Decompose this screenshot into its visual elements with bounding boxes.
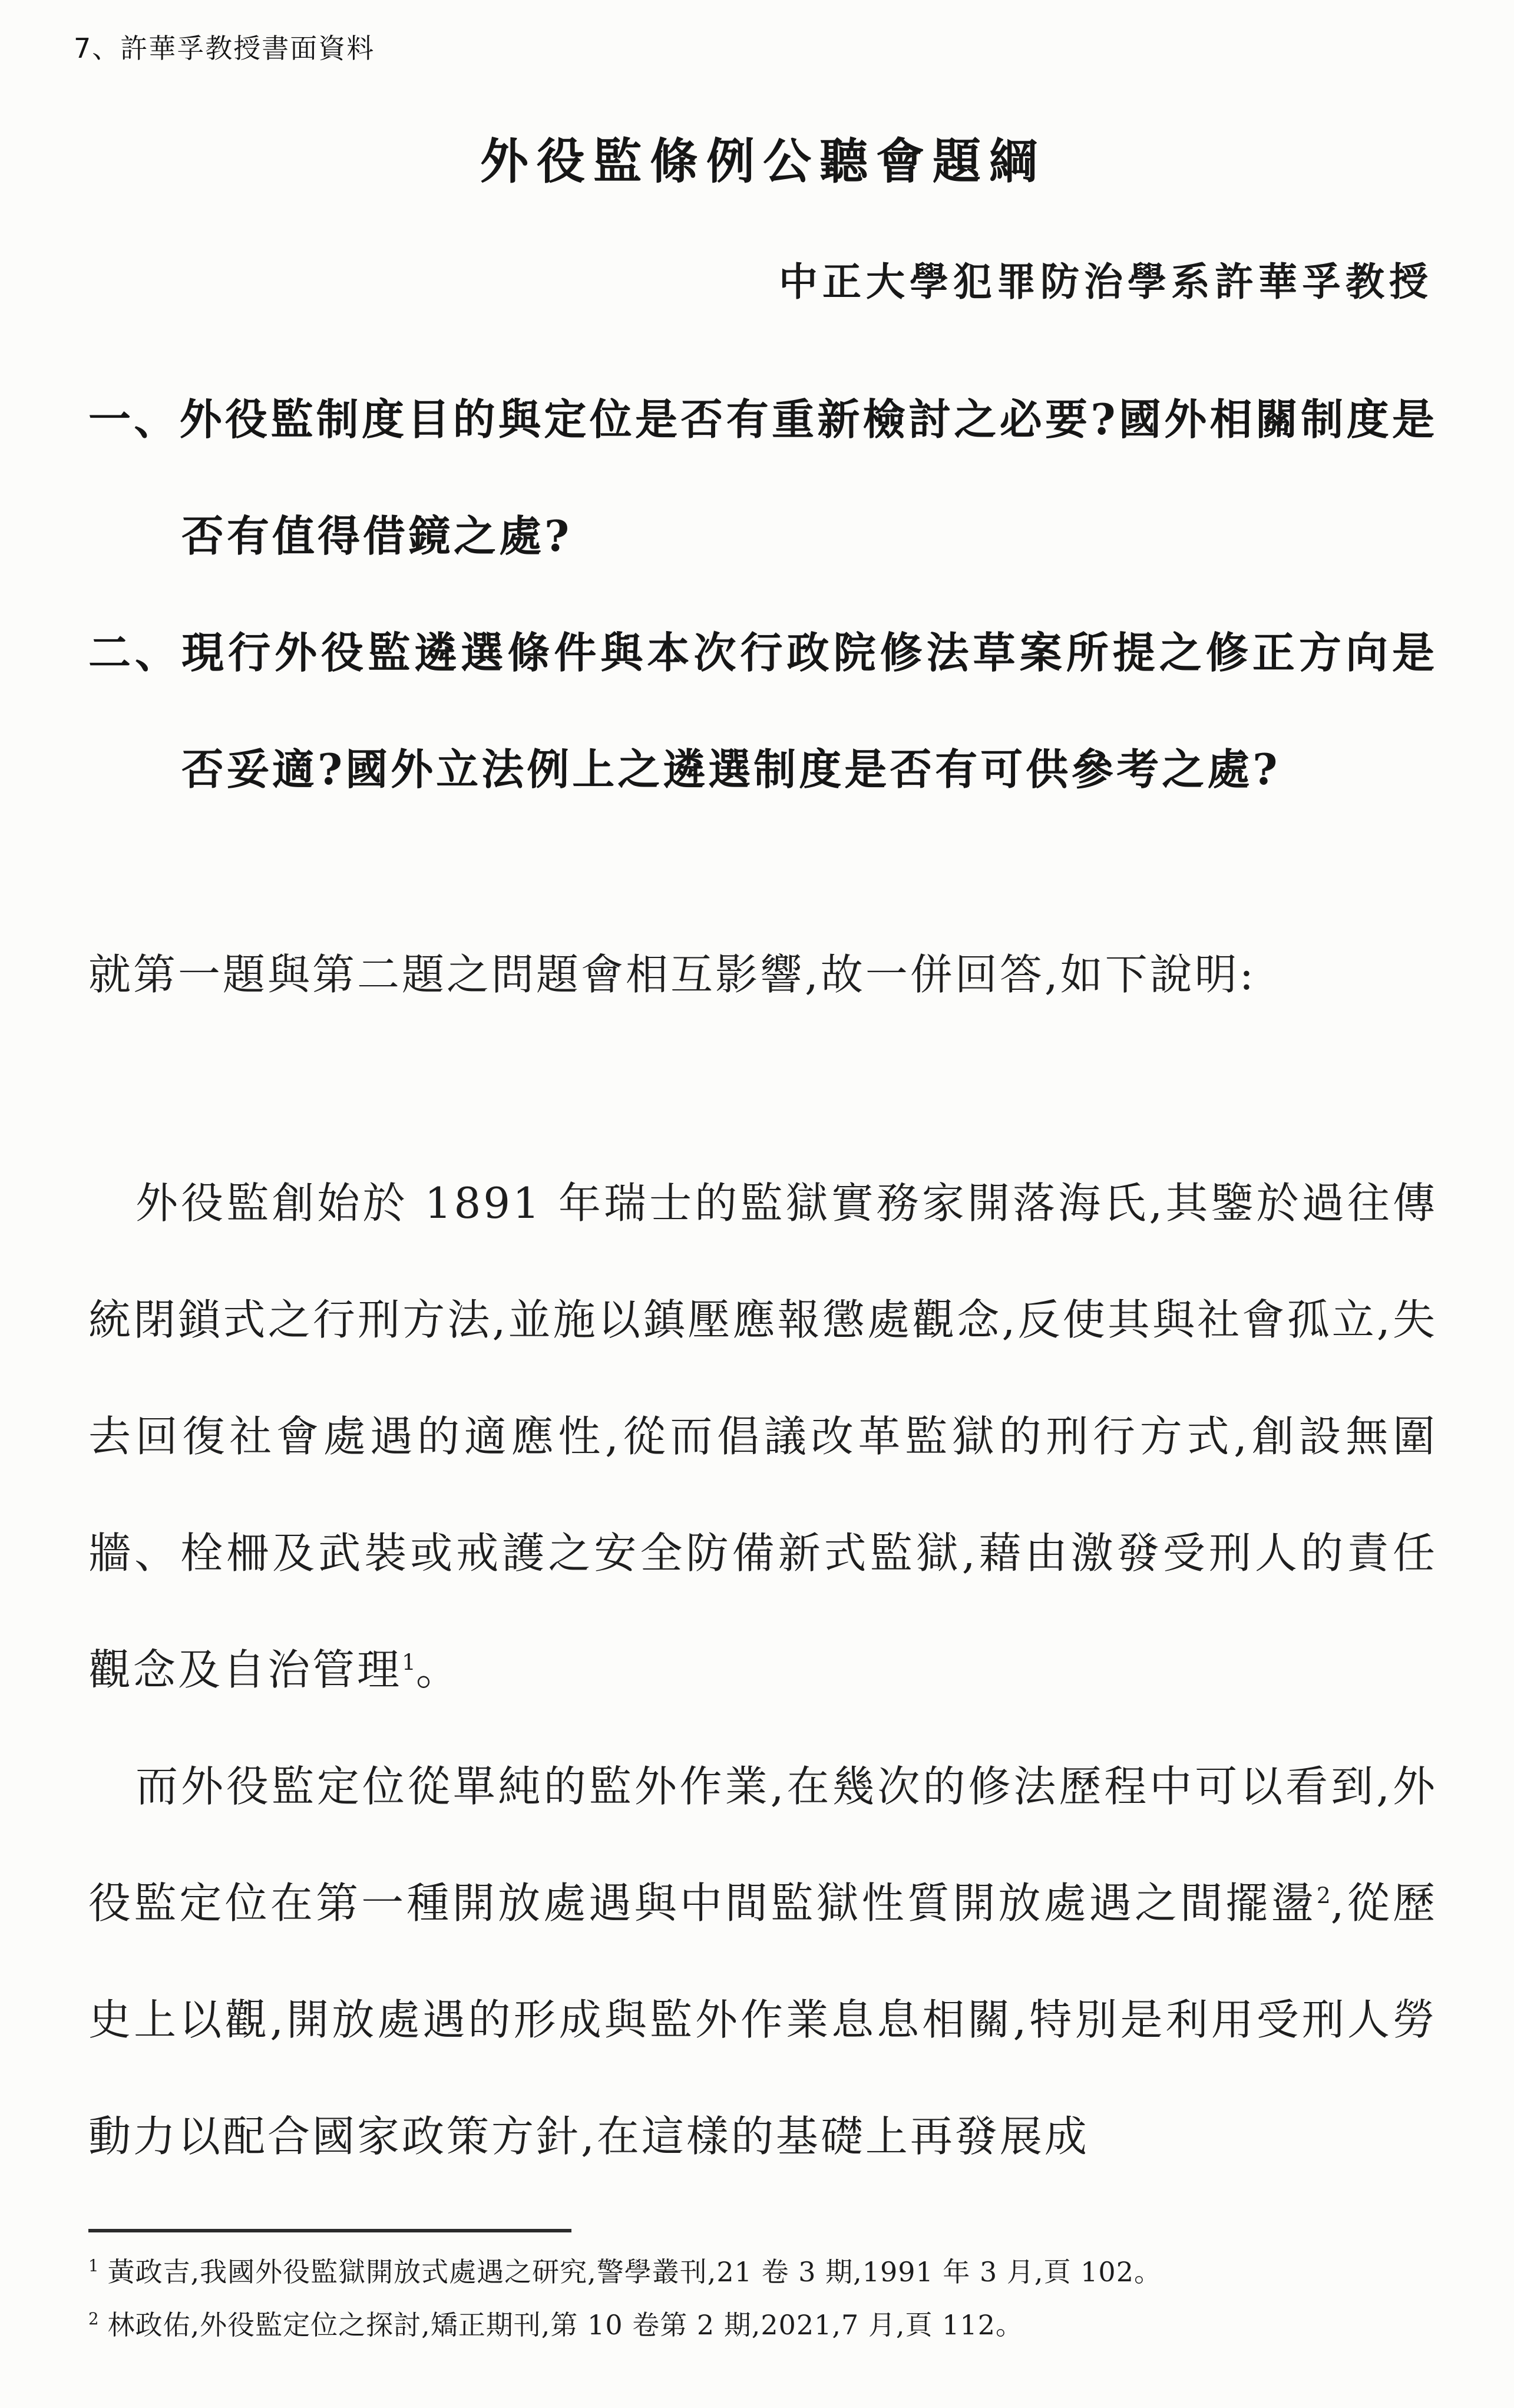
footnote-ref-2: 2: [1316, 1882, 1331, 1908]
agenda-item-1-text: 外役監制度目的與定位是否有重新檢討之必要?國外相關制度是否有值得借鏡之處?: [179, 394, 1437, 561]
author-line: 中正大學犯罪防治學系許華孚教授: [779, 258, 1433, 305]
footnote-ref-1: 1: [402, 1649, 416, 1675]
footnotes-section: [88, 2229, 1437, 2351]
page-header-label: 7、許華孚教授書面資料: [74, 32, 375, 64]
agenda-item-2-text: 現行外役監遴選條件與本次行政院修法草案所提之修正方向是否妥適?國外立法例上之遴選制度是否有可供參考之處?: [181, 627, 1437, 794]
paragraph-1: [88, 1145, 1437, 1728]
footnote-1-marker: 1: [88, 2256, 100, 2276]
paragraph-1-text-end: 。: [415, 1644, 461, 1694]
agenda-list: [88, 361, 1437, 828]
document-title: 外役監條例公聽會題綱: [480, 133, 1046, 190]
agenda-item-1: [88, 361, 1437, 594]
paragraph-2-text-end: ,從歷史上以觀,開放處遇的形成與監外作業息息相關,特別是利用受刑人勞動力以配合國家政策方針,在這樣的基礎上再發展成: [88, 1878, 1437, 2161]
footnote-separator: [88, 2229, 571, 2232]
footnote-2: [88, 2298, 1437, 2351]
paragraph-2-text: 而外役監定位從單純的監外作業,在幾次的修法歷程中可以看到,外役監定位在第一種開放處遇與中間監獄性質開放處遇之間擺盪: [88, 1761, 1437, 1928]
footnote-1: [88, 2245, 1437, 2298]
paragraph-2: [88, 1728, 1437, 2195]
footnote-2-marker: 2: [88, 2309, 100, 2329]
document-content: [0, 133, 1514, 2351]
footnote-1-text: 黃政吉,我國外役監獄開放式處遇之研究,警學叢刊,21 卷 3 期,1991 年 3 月,頁 102。: [107, 2255, 1162, 2288]
agenda-item-1-marker: 一、: [88, 394, 180, 444]
agenda-item-2-marker: 二、: [88, 627, 182, 678]
intro-line: 就第一題與第二題之問題會相互影響,故一併回答,如下說明:: [88, 949, 1257, 999]
footnote-2-text: 林政佑,外役監定位之探討,矯正期刊,第 10 卷第 2 期,2021,7 月,頁 112。: [107, 2308, 1023, 2341]
paragraph-1-text: 外役監創始於 1891 年瑞士的監獄實務家開落海氏,其鑒於過往傳統閉鎖式之行刑方法,並施以鎮壓應報懲處觀念,反使其與社會孤立,失去回復社會處遇的適應性,從而倡議改革監獄的刑行方式,創設無圍牆、栓柵及武裝或戒護之安全防備新式監獄,藉由激發受刑人的責任觀念及自治管理: [88, 1178, 1437, 1694]
agenda-item-2: [88, 594, 1437, 828]
